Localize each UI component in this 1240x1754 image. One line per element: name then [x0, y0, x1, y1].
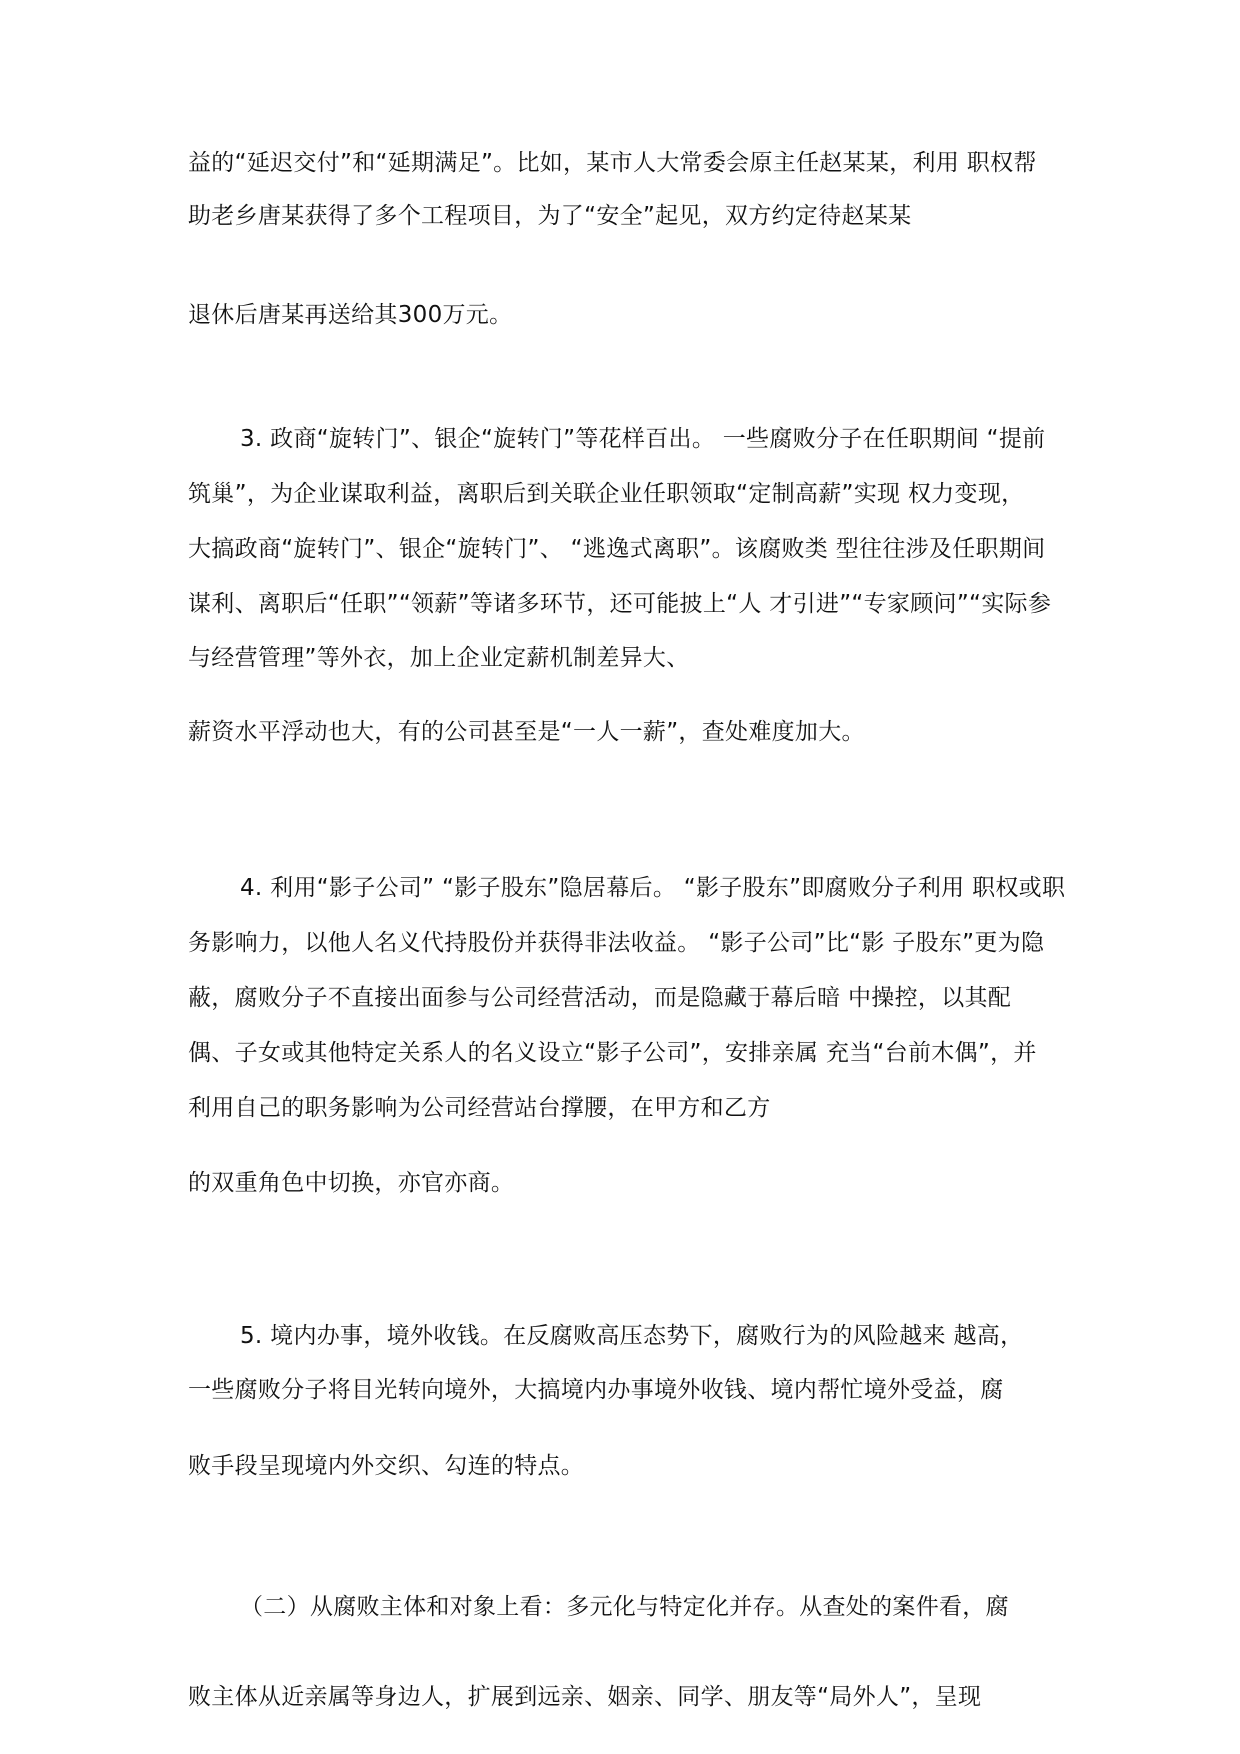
paragraph-1-line-3: 退休后唐某再送给其300万元。: [188, 302, 513, 328]
paragraph-2-line-2: 筑巢”，为企业谋取利益，离职后到关联企业任职领取“定制高薪”实现 权力变现，: [188, 481, 1025, 507]
paragraph-3-line-5: 利用自己的职务影响为公司经营站台撑腰，在甲方和乙方: [188, 1095, 771, 1121]
paragraph-1-line-2: 助老乡唐某获得了多个工程项目，为了“安全”起见，双方约定待赵某某: [188, 203, 912, 229]
paragraph-2-line-3: 大搞政商“旋转门”、银企“旋转门”、 “逃逸式离职”。该腐败类 型往往涉及任职期间: [188, 536, 1046, 562]
paragraph-3-line-4: 偶、子女或其他特定关系人的名义设立“影子公司”，安排亲属 充当“台前木偶”，并: [188, 1040, 1037, 1066]
paragraph-5-line-1: （二）从腐败主体和对象上看：多元化与特定化并存。从查处的案件看，腐: [240, 1594, 1009, 1620]
paragraph-3-line-2: 务影响力，以他人名义代持股份并获得非法收益。 “影子公司”比“影 子股东”更为隐: [188, 930, 1045, 956]
paragraph-2-line-1: 3. 政商“旋转门”、银企“旋转门”等花样百出。 一些腐败分子在任职期间 “提前: [240, 426, 1046, 452]
paragraph-4-line-1: 5. 境内办事，境外收钱。在反腐败高压态势下，腐败行为的风险越来 越高，: [240, 1323, 1024, 1349]
paragraph-3-line-1: 4. 利用“影子公司” “影子股东”隐居幕后。 “影子股东”即腐败分子利用 职权或职: [240, 875, 1066, 901]
paragraph-3-line-3: 蔽，腐败分子不直接出面参与公司经营活动，而是隐藏于幕后暗 中操控，以其配: [188, 985, 1012, 1011]
paragraph-5-line-2: 败主体从近亲属等身边人，扩展到远亲、姻亲、同学、朋友等“局外人”，呈现: [188, 1684, 982, 1710]
paragraph-2-line-6: 薪资水平浮动也大，有的公司甚至是“一人一薪”，查处难度加大。: [188, 719, 865, 745]
paragraph-1-line-1: 益的“延迟交付”和“延期满足”。比如，某市人大常委会原主任赵某某，利用 职权帮: [188, 150, 1037, 176]
paragraph-4-line-2: 一些腐败分子将目光转向境外，大搞境内办事境外收钱、境内帮忙境外受益，腐: [188, 1377, 1004, 1403]
paragraph-2-line-5: 与经营管理”等外衣，加上企业定薪机制差异大、: [188, 645, 690, 671]
paragraph-3-line-6: 的双重角色中切换，亦官亦商。: [188, 1170, 515, 1196]
paragraph-4-line-3: 败手段呈现境内外交织、勾连的特点。: [188, 1453, 585, 1479]
paragraph-2-line-4: 谋利、离职后“任职”“领薪”等诸多环节，还可能披上“人 才引进”“专家顾问”“实际参: [188, 591, 1052, 617]
